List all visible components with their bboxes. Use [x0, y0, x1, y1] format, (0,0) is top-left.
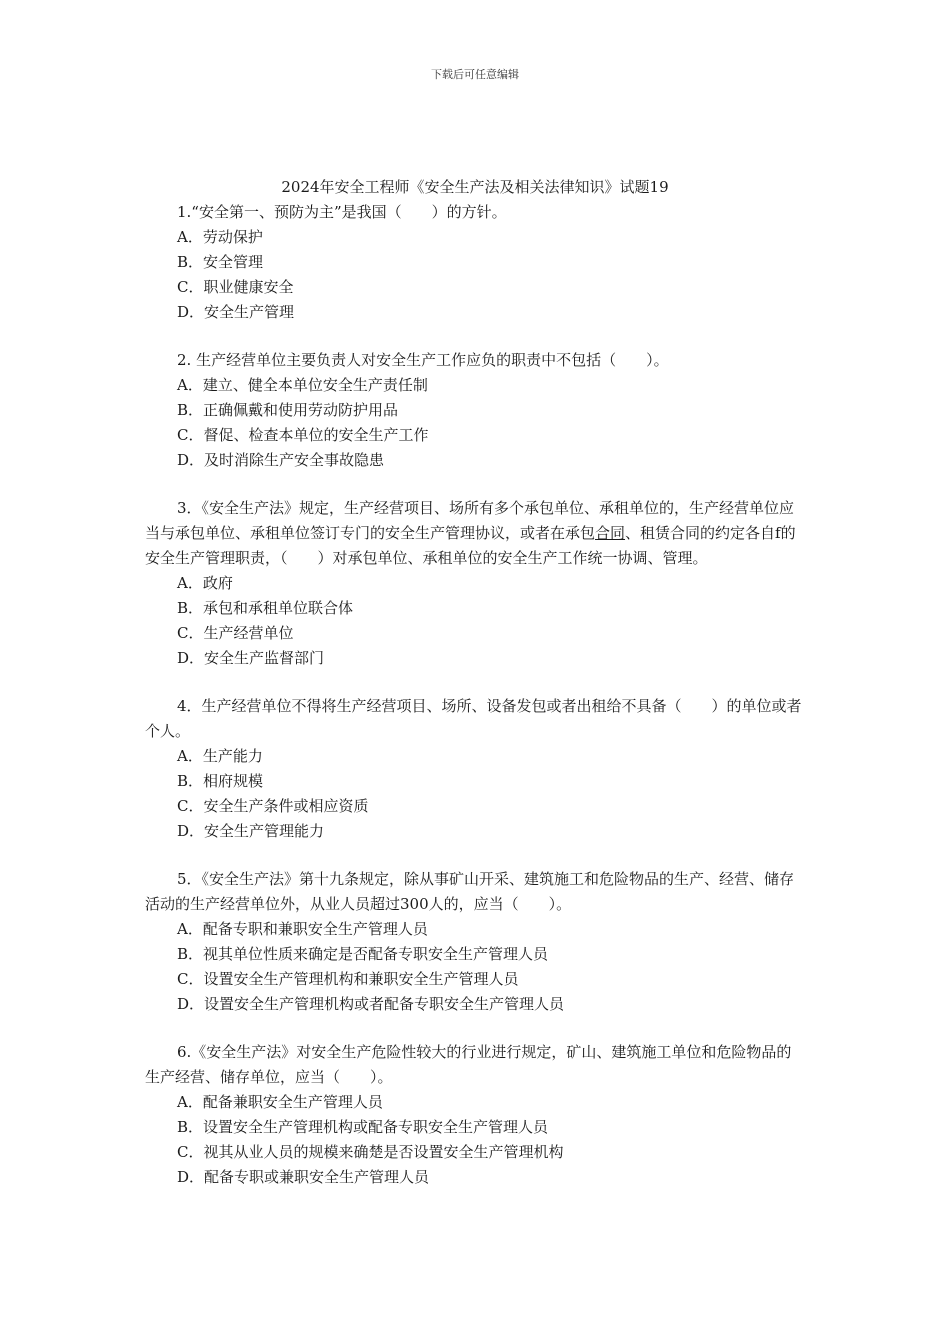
question-3 [145, 496, 805, 671]
question-1 [145, 200, 805, 325]
option-3b: B．承包和承租单位联合体 [177, 599, 354, 617]
option-1a: A．劳动保护 [177, 228, 263, 246]
option-1d: D．安全生产管理 [177, 303, 295, 321]
option-2b: B．正确佩戴和使用劳动防护用品 [177, 401, 399, 419]
question-4-text: 4．生产经营单位不得将生产经营项目、场所、设备发包或者出租给不具备（ ）的单位或者个人。 [145, 697, 802, 740]
option-6c: C．视其从业人员的规模来确楚是否设置安全生产管理机构 [177, 1143, 564, 1161]
question-list [145, 200, 805, 1190]
option-4c: C．安全生产条件或相应资质 [177, 797, 369, 815]
question-2-text: 2. 生产经营单位主要负责人对安全生产工作应负的职责中不包括（ ）。 [177, 351, 669, 369]
option-3d: D．安全生产监督部门 [177, 649, 325, 667]
option-3a: A．政府 [177, 574, 233, 592]
option-2c: C．督促、检查本单位的安全生产工作 [177, 426, 429, 444]
option-5b: B．视其单位性质来确定是否配备专职安全生产管理人员 [177, 945, 549, 963]
question-3-text-part2: 、租赁合同的约定各自f的安全生产管理职责，（ ）对承包单位、承租单位的安全生产工作统一协调、管理。 [145, 524, 796, 567]
question-3-text-part1: 3．《安全生产法》规定，生产经营项目、场所有多个承包单位、承租单位的，生产经营单位应当与承包单位、承租单位签订专门的安全生产管理协议，或者在承包 [145, 499, 795, 542]
option-6d: D．配备专职或兼职安全生产管理人员 [177, 1168, 430, 1186]
option-5c: C．设置安全生产管理机构和兼职安全生产管理人员 [177, 970, 519, 988]
contract-link[interactable]: 合同 [595, 524, 626, 542]
option-1b: B．安全管理 [177, 253, 264, 271]
question-6-text: 6.《安全生产法》对安全生产危险性较大的行业进行规定，矿山、建筑施工单位和危险物品的生产经营、储存单位，应当（ ）。 [145, 1043, 792, 1086]
question-3-text [145, 496, 805, 571]
option-5d: D．设置安全生产管理机构或者配备专职安全生产管理人员 [177, 995, 565, 1013]
option-6a: A．配备兼职安全生产管理人员 [177, 1093, 383, 1111]
question-6 [145, 1040, 805, 1190]
question-4 [145, 694, 805, 844]
question-2 [145, 348, 805, 473]
option-2a: A．建立、健全本单位安全生产责任制 [177, 376, 428, 394]
question-5 [145, 867, 805, 1017]
page-header: 下载后可任意编辑 [431, 68, 519, 81]
option-4d: D．安全生产管理能力 [177, 822, 325, 840]
option-5a: A．配备专职和兼职安全生产管理人员 [177, 920, 428, 938]
option-4b: B．相府规模 [177, 772, 264, 790]
option-3c: C．生产经营单位 [177, 624, 294, 642]
option-2d: D．及时消除生产安全事故隐患 [177, 451, 385, 469]
option-4a: A．生产能力 [177, 747, 263, 765]
option-1c: C．职业健康安全 [177, 278, 294, 296]
option-6b: B．设置安全生产管理机构或配备专职安全生产管理人员 [177, 1118, 549, 1136]
document-title: 2024年安全工程师《安全生产法及相关法律知识》试题19 [281, 178, 669, 196]
question-1-text: 1.“安全第一、预防为主”是我国（ ）的方针。 [177, 203, 507, 221]
question-5-text: 5．《安全生产法》第十九条规定，除从事矿山开采、建筑施工和危险物品的生产、经营、储存活动的生产经营单位外，从业人员超过300人的，应当（ ）。 [145, 870, 795, 913]
